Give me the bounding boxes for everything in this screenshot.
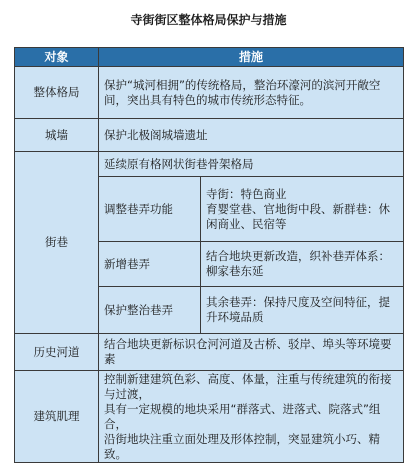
header-object: 对象 [15, 48, 99, 67]
page-title: 寺街街区整体格局保护与措施 [130, 13, 287, 27]
streets-sub-new: 新增巷弄 [99, 242, 201, 287]
row-label-texture: 建筑肌理 [15, 371, 99, 463]
row-measure-river: 结合地块更新标识仓河河道及古桥、驳岸、埠头等环境要素 [99, 334, 404, 371]
table-header-row [15, 48, 404, 67]
table-row-wall [15, 119, 404, 152]
row-label-wall: 城墙 [15, 119, 99, 152]
streets-detail-protect: 其余巷弄：保持尺度及空间特征，提升环境品质 [201, 287, 404, 334]
table-row-layout [15, 67, 404, 119]
row-label-layout: 整体格局 [15, 67, 99, 119]
row-measure-layout: 保护“城河相拥”的传统格局，整治环濠河的滨河开敞空间，突出具有特色的城市传统形态特征。 [99, 67, 404, 119]
streets-sub-protect: 保护整治巷弄 [99, 287, 201, 334]
row-label-river: 历史河道 [15, 334, 99, 371]
streets-detail-adjust: 寺街：特色商业 育婴堂巷、官地街中段、新群巷：休闲商业、民宿等 [201, 177, 404, 242]
row-measure-texture: 控制新建建筑色彩、高度、体量，注重与传统建筑的衔接与过渡， 具有一定规模的地块采用“群落式、进落式、院落式”组合， 沿街地块注重立面处理及形体控制，突显建筑小巧、精致。 [99, 371, 404, 463]
row-measure-wall: 保护北极阁城墙遗址 [99, 119, 404, 152]
table-row-river [15, 334, 404, 371]
row-label-streets: 街巷 [15, 152, 99, 334]
table-row-streets-lead [15, 152, 404, 177]
header-measure: 措施 [99, 48, 404, 67]
table-row-texture [15, 371, 404, 463]
streets-lead: 延续原有格网状街巷骨架格局 [99, 152, 404, 177]
streets-sub-adjust: 调整巷弄功能 [99, 177, 201, 242]
streets-detail-new: 结合地块更新改造，织补巷弄体系：柳家巷东延 [201, 242, 404, 287]
measures-table [14, 47, 404, 463]
